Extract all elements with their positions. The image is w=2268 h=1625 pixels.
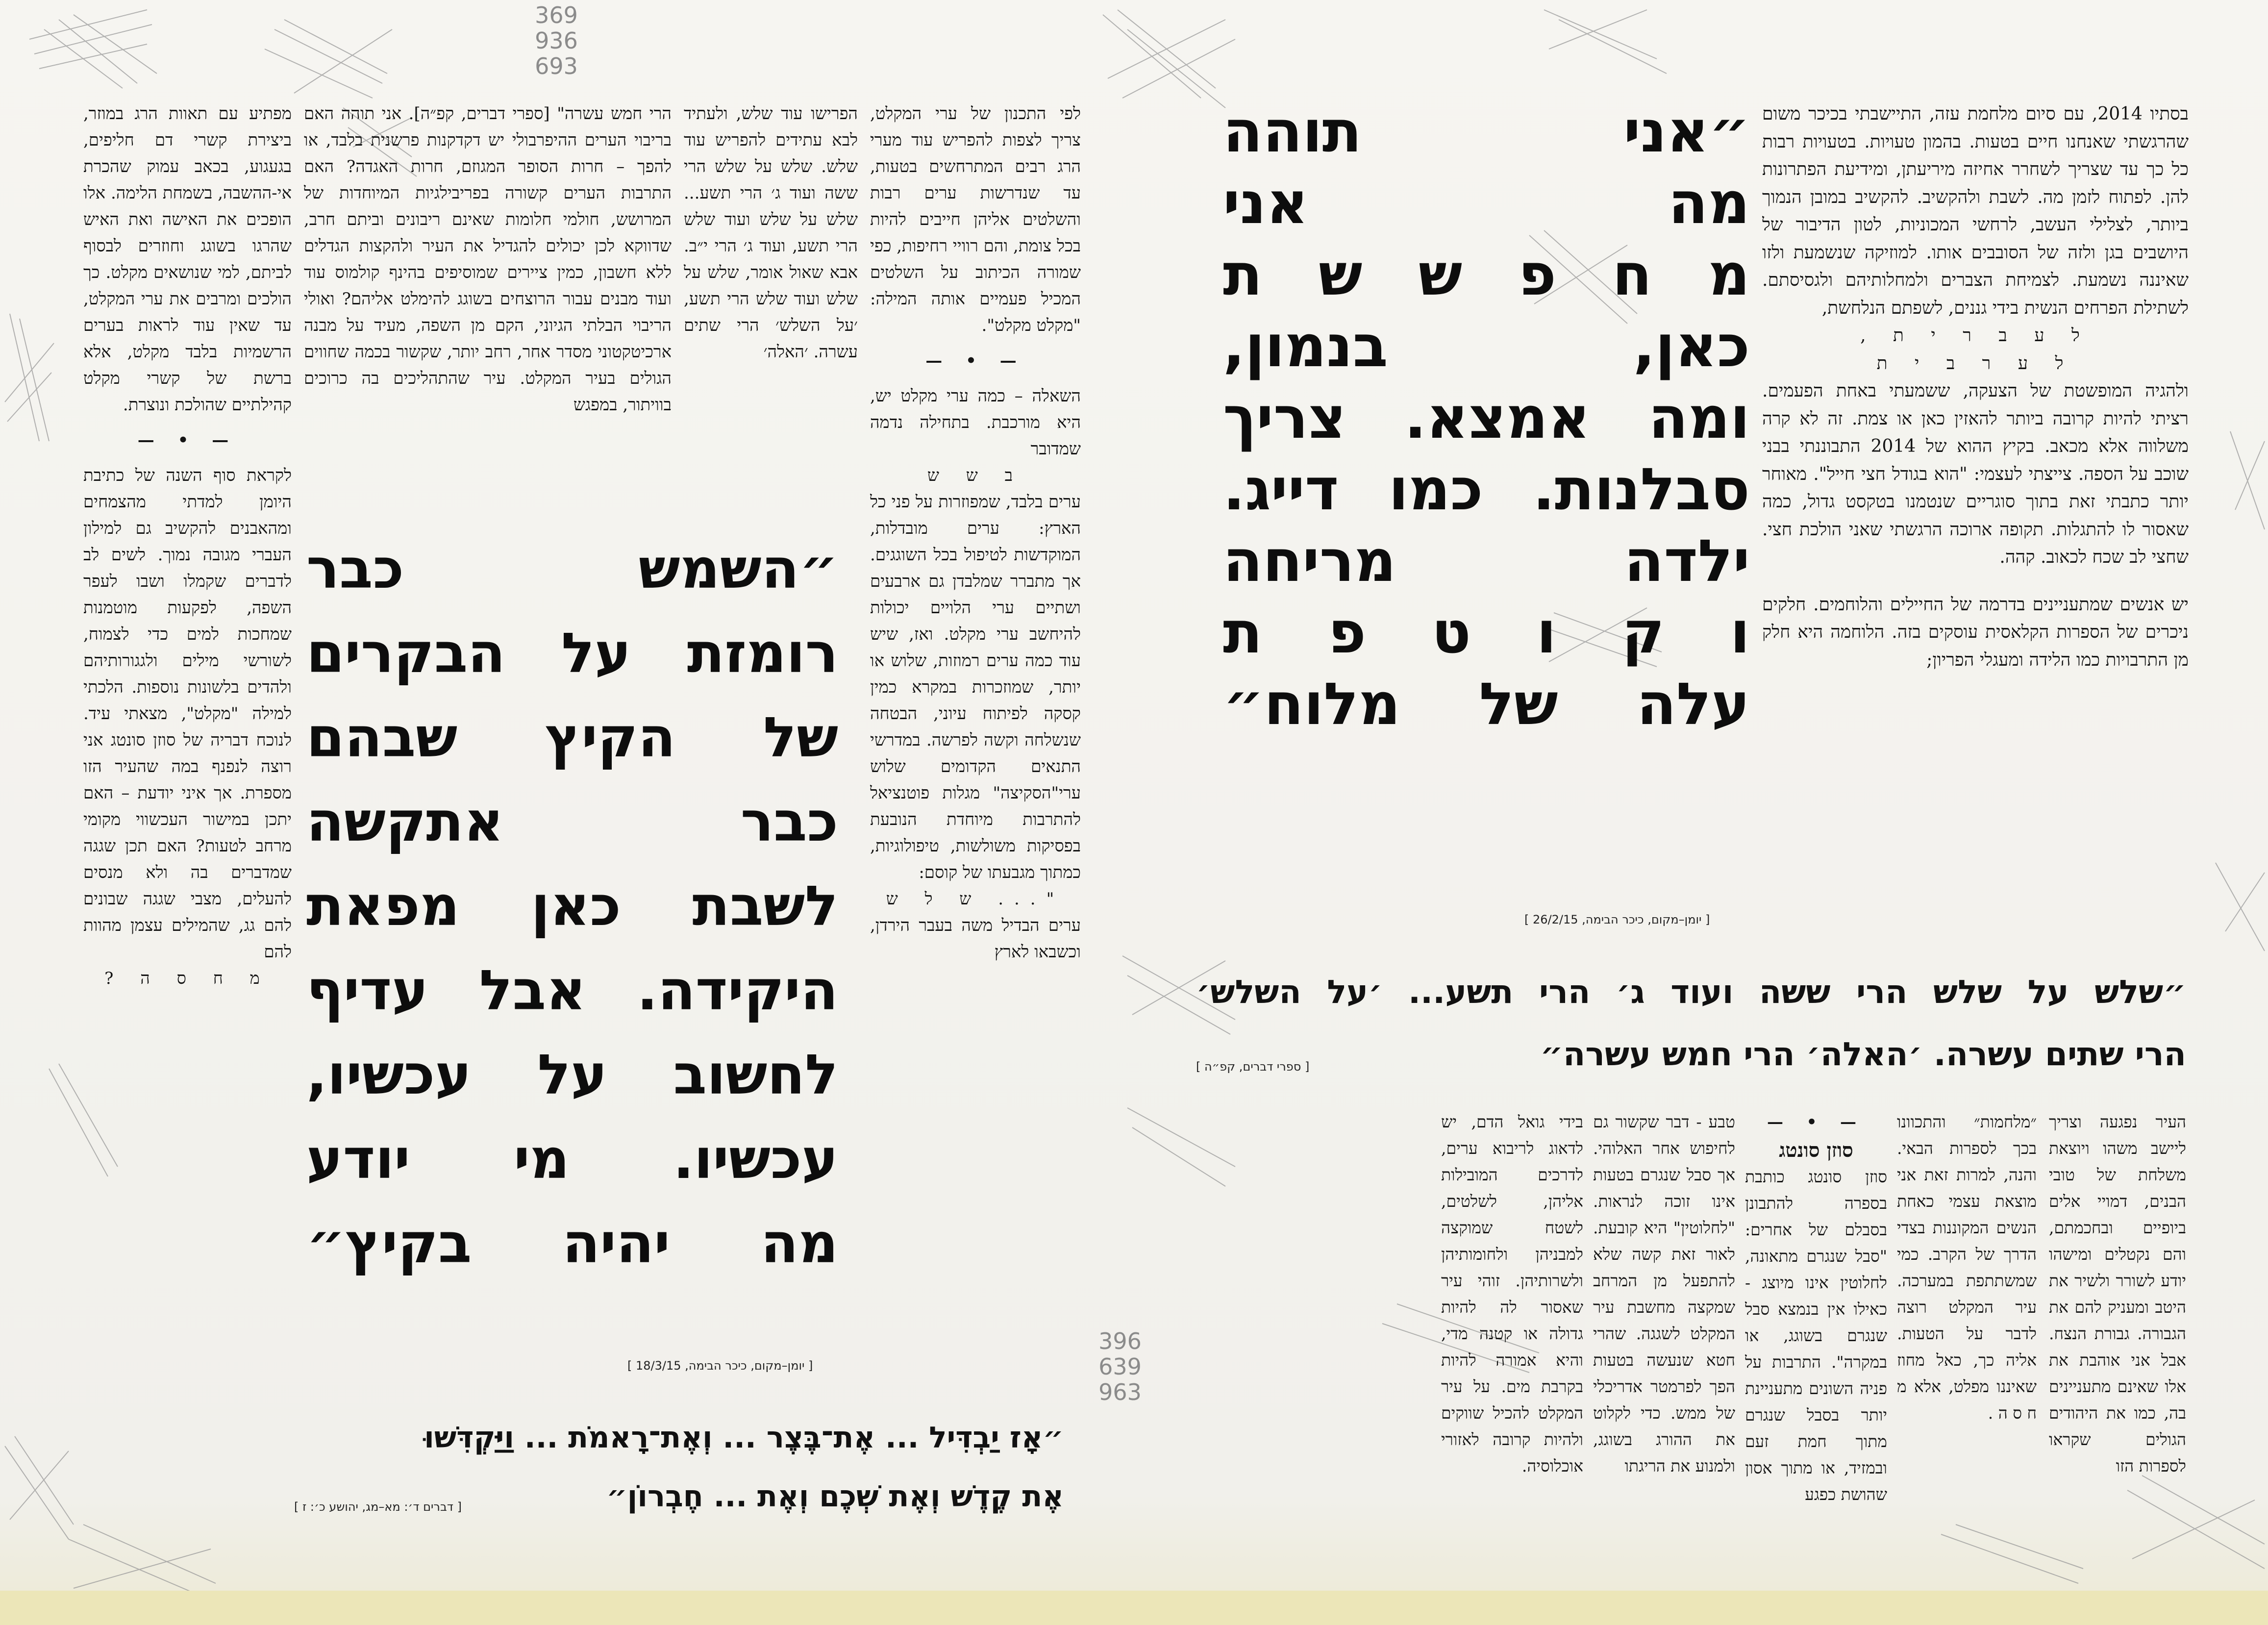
section-divider: — • — [925, 351, 1025, 371]
section-divider: — • — [1767, 1112, 1866, 1131]
big-quote-line: רומזת על הבקרים [306, 622, 838, 685]
paragraph: ערים הבדיל משה בעבר הירדן, וכשבאו לארץ [870, 916, 1081, 962]
verse-quote-line-1: ״שלש על שלש הרי ששה ועוד ג׳ הרי תשע... ׳על השלש׳ [1196, 973, 2186, 1011]
pull-quote-line: כאן, בנמון, [1223, 312, 1750, 380]
paragraph: העיר נפגעה וצריך ליישב משהו ויוצאת משלחת של טובי הבנים, דמויי אלים ביופיים ובחכמתם, והם נקטלים ומישהו יודע לשורר ולשיר את היטב ומעניק להם את הגבורה. גבורת הנצח. אבל אני אוהבת את אלו שאינם מתעניינים בה, כמו את היהודים הגולים שקראו לספרות הזו [2049, 1112, 2186, 1475]
margin-number: 639 [1098, 1353, 1142, 1380]
paragraph: ולהגיה המופשטת של הצעקה, ששמעתי באחת הפעמים. רציתי להיות קרובה ביותר להאזין כאן או צמת. זה לא קרה משלווה אלא מכאב. בקיץ ההוא של 2014 התבוננתי בבני שוכב על הספה. צייצתי לעצמי: "הוא בגודל חצי חייל". מאוחר יותר כתבתי זאת בתוך סוגריים שנטמנו בטקסט גדול, כמה שאסור לו להתגלות. תקופה ארוכה הרגשתי שאני הולכת חצי. שחצי לב שכח לכאוב. קהה. [1762, 381, 2189, 567]
big-quote-line: לשבת כאן מפאת [306, 875, 838, 938]
paragraph-spaced: ב ש ש [927, 466, 1024, 485]
paragraph: הפרישו עוד שלש, ולעתיד לבא עתידים להפריש עוד שלש. שלש על שלש הרי ששה ועוד ג׳ הרי תשע... שלש על שלש ועוד שלש הרי תשע, ועוד ג׳ הרי י״ב. אבא שאול אומר, שלש על שלש ועוד שלש הרי תשע, ׳על השלש׳ הרי שתים עשרה. ׳האלה׳ [684, 104, 858, 362]
paragraph: לפי התכנון של ערי המקלט, צריך לצפות להפריש עוד מערי הרג רבים המתרחשים בטעות, עד שנדרשות ערים רבות והשלטים אליהן חייבים להיות בכל צומת, והם רוויי רחיפות, כפי שמורה הכיתוב על השלטים המכיל פעמיים אותה המילה: "מקלט מקלט". [870, 104, 1081, 335]
paragraph: יש אנשים שמתעניינים בדרמה של החיילים והלוחמים. חלקים ניכרים של הספרות הקלאסית עוסקים בזה. הלוחמה היא חלק מן התרבויות כמו הלידה ומעגלי הפריון; [1762, 594, 2189, 670]
big-quote-line: כבר אתקשה [306, 790, 838, 854]
margin-number: 369 [535, 2, 578, 28]
scan-bottom-edge [0, 1591, 2268, 1625]
big-quote-line: לחשוב על עכשיו, [306, 1043, 838, 1107]
paragraph: הרי חמש עשרה" [ספרי דברים, קפ״ה]. אני תוהה האם בריבוי הערים ההיפרבולי יש דקדקנות פרשנית בלבד, או להפך – חרות הסופר המגוזם, חרות האגדה? האם התרבות הערים קשורה בפריבילגיות המיוחדות של המרושש, חולמי חלומות שאינם ריבונים וביתם חרב, שדווקא לכן יכולים להגדיל את העיר ולהקצות הגדלים ללא חשבון, כמין ציירים שמוסיפים בהינף קולמוס עוד ועוד מבנים עבור הרוצחים בשוגג להימלט אליהם? ואולי הריבוי הבלתי הגיוני, הקם מן השפה, מעיד על מבנה ארכיטקטוני מסדר אחר, רחב יותר, שקשור בכמה שחווים הגולים בעיר המקלט. עיר שהתהליכים בה כרוכים בוויתור, במפגש [304, 104, 672, 415]
paragraph-spaced: "... ש ל ש [886, 889, 1065, 909]
paragraph-spaced: מ ח ס ה ? [104, 969, 271, 988]
bottom-column-5 [1441, 1109, 1583, 1525]
big-quote-line: היקידה. אבל עדיף [306, 959, 838, 1023]
bottom-column-4 [1593, 1109, 1735, 1525]
big-quote-line: ״השמש כבר [306, 537, 838, 601]
section-divider: — • — [137, 430, 238, 450]
left-column-3 [304, 100, 672, 493]
margin-number: 963 [1098, 1379, 1142, 1405]
paragraph: מפתיע עם תאוות הרג במוזר, ביצירת קשרי דם חליפים, בגעגוע, בכאב עמוק שהכרת אי-ההשבה, בשמחת הלימה. אלו הופכים את האישה ואת האיש שהרגו בשוגג וחוזרים לבסוף לביתם, למי שנושאים מקלט. כך הולכים ומרבים את ערי המקלט, עד שאין עוד לראות בערים הרשמיות בלבד מקלט, אלא ברשת של קשרי מקלט קהילתיים שהולכת ונוצרת. [83, 104, 292, 415]
author-heading: סוזן סונטג [1779, 1139, 1853, 1162]
left-big-quote [306, 527, 838, 1286]
big-quote-line: עכשיו. מי יודע [306, 1127, 838, 1191]
pull-quote-credit: [ יומן–מקום, כיכר הבימה, 26/2/15 ] [1524, 913, 1710, 926]
paragraph: ״מלחמות״ והתכוונו בכך לספרות הבאי. והנה, למרות זאת אני מוצאת עצמי כאחת הנשים המקוננות בצדי הדרך של הקרב. כמי שמשתתפת במערכה. עיר המקלט רוצה לדבר על הטעות. אליה כך, כאל מחוז שאיננו מפלט, אלא מ ח ס ה . [1897, 1112, 2037, 1423]
paragraph: בסתיו 2014, עם סיום מלחמת עזה, התיישבתי בכיכר משום שהרגשתי שאנחנו חיים בטעות. בהמון טעויות. בטעויות רבות כל כך עד שצריך לשחרר אחיזה מיריעתן, ומידיעת הפתרונות להן. לפתוח לזמן מה. לשבת ולהקשיב. להקשיב במובן הנמוך ביותר, לצלילי העשב, לרחשי המכוניות, לטון הדיבור של היושבים בגן ולזה של הסובבים אותו. למוזיקה שנשמעת ולזו שאיננה נשמעת. לצמיחת הצברים ולמחלותיהם ולגסיסתם. לשתילת הפרחים הנשית בידי גננים, לשפתם הנלחשת, [1762, 104, 2189, 318]
paragraph: טבע - דבר שקשור גם לחיפוש אחר האלוהי. אך סבל שנגרם בטעות אינו זוכה לנראות. "לחלוטין" היא קובעת. לאור זאת קשה שלא להתפעל מן המרחב שמקצה מחשבת עיר המקלט לשגגה. שהרי חטא שנעשה בטעות הפך לפרמטר אדריכלי של ממש. כדי לקלוט את ההורג בשוגג, ולמנוע את הריגתו [1593, 1112, 1735, 1475]
bottom-column-3 [1745, 1109, 1887, 1525]
hebrew-verse-line-1: ״אָז יַבְדִּיל ... אֶת־בֶּצֶר ... וְאֶת־רָאמֹת ... וַיַּקְדִּשׁוּ [424, 1421, 1064, 1455]
left-column-1 [870, 100, 1081, 1336]
bottom-column-2 [1897, 1109, 2037, 1525]
hebrew-verse-credit: [ דברים ד׳: מא–מג, יהושע כ׳: ז ] [294, 1500, 462, 1514]
margin-number: 693 [535, 53, 578, 79]
margin-numbers-bottom [1091, 1328, 1149, 1405]
left-column-4 [83, 100, 292, 1532]
bottom-column-1 [2049, 1109, 2186, 1525]
paragraph: השאלה – כמה ערי מקלט יש, היא מורכבת. בתחילה נדמה שמדובר [870, 386, 1081, 459]
verse-credit: [ ספרי דברים, קפ״ה ] [1196, 1060, 1310, 1074]
pull-quote-line: מה אני [1223, 169, 1750, 237]
right-pull-quote [1223, 96, 1750, 740]
pull-quote-line: עלה של מלוח״ [1223, 670, 1750, 738]
right-page-column-main [1762, 100, 2189, 944]
pull-quote-line: מ ח פ ש ש ת [1223, 241, 1750, 308]
pull-quote-line: ו ק ו ט פ ת [1223, 599, 1750, 666]
paragraph: בידי גואל הדם, יש לדאוג לריבוא ערים, לדרכים המובילות אליהן, לשלטים, לשטח שמוקצה למבניהן ולחומותיהן ולשרותיהן. זוהי עיר שאסור לה להיות גדולה או קטנה מדי, והיא אמורה להיות בקרבת מים. על עיר המקלט להכיל שווקים ולהיות קרובה לאזורי אוכלוסיה. [1441, 1112, 1583, 1475]
big-quote-line: מה יהיה בקיץ״ [306, 1212, 838, 1275]
big-quote-line: של הקיץ שבהם [306, 706, 838, 770]
margin-number: 936 [535, 27, 578, 54]
pull-quote-line: ומה אמצא. צריך [1223, 384, 1750, 451]
paragraph: סוזן סונטג כותבת בספרה להתבונן בסבלם של אחרים: "סבל שנגרם מתאונה, לחלוטין אינו מיוצג - כאילו אין בנמצא סבל שנגרם בשוגג, או במקרה". התרבות על פניה השונים מתעניינת יותר בסבל שנגרם מתוך חמת זעם ובמזיד, או מתוך אסון שהושת כפגע [1745, 1167, 1887, 1504]
hebrew-verse-line-2: אֶת קֶדֶשׁ וְאֶת שְׁכֶם וְאֶת ... חֶבְרוֹן״ [606, 1479, 1064, 1514]
left-column-2 [684, 100, 858, 493]
pull-quote-line: סבלנות. כמו דייג. [1223, 455, 1750, 523]
paragraph: לקראת סוף השנה של כתיבת היומן למדתי מהצמחים ומהאבנים להקשיב גם למילון העברי מגובה נמוך. לשים לב לדברים שקמלו ושבו לעפר השפה, לפקעות מוטמנות שמחכות למים כדי לצמוח, לשורשי מילים ולגגורותיהם ולהדים בלשונות נוספות. הלכתי למילה "מקלט", מצאתי עיד. לנוכח דבריה של סוזן סונטג אני רוצה לנפנף במה שהעיר הזו מספרת. אך איני יודעת – האם יתכן במישור העכשווי מקומי מרחב לטעות? האם תכן שגגה שמדברים בה ולא מנסים להעלים, מצבי שגגה שבונים להם גג, שהמילים עצמן מהוות להם [83, 466, 292, 962]
paragraph-spaced: ל ע ב ר י ת , [1860, 325, 2091, 346]
margin-numbers-top [527, 2, 586, 79]
pull-quote-line: ילדה מריחה [1223, 527, 1750, 595]
margin-number: 396 [1098, 1328, 1142, 1354]
verse-quote-line-2: הרי שתים עשרה. ׳האלה׳ הרי חמש עשרה״ [1540, 1035, 2186, 1073]
big-quote-credit: [ יומן–מקום, כיכר הבימה, 18/3/15 ] [627, 1359, 813, 1373]
pull-quote-line: ״אני תוהה [1223, 98, 1750, 165]
paragraph: ערים בלבד, שמפוזרות על פני כל הארץ: ערים מובדלות, המוקדשות לטיפול בכל השוגגים. אך מתברר שמלבדן גם ארבעים ושתיים ערי הלויים יכולות להיחשב ערי מקלט. ואז, שיש עוד כמה ערים רמוזות, שלוש או יותר, שמוזכרות במקרא כמין קסקה לפיתוח עיוני, הבטחה שנשלחה וקשה לפרשה. במדרשי התנאים הקדומים שלוש ערי"הסקיצה" מגלות פוטנציאל להתרבות מיוחדת הנובעת בפסיקות משולשות, טיפולוגיות, כמתוך מגבעתו של קוסם: [870, 492, 1081, 882]
paragraph-spaced: ל ע ר ב י ת [1876, 353, 2074, 374]
